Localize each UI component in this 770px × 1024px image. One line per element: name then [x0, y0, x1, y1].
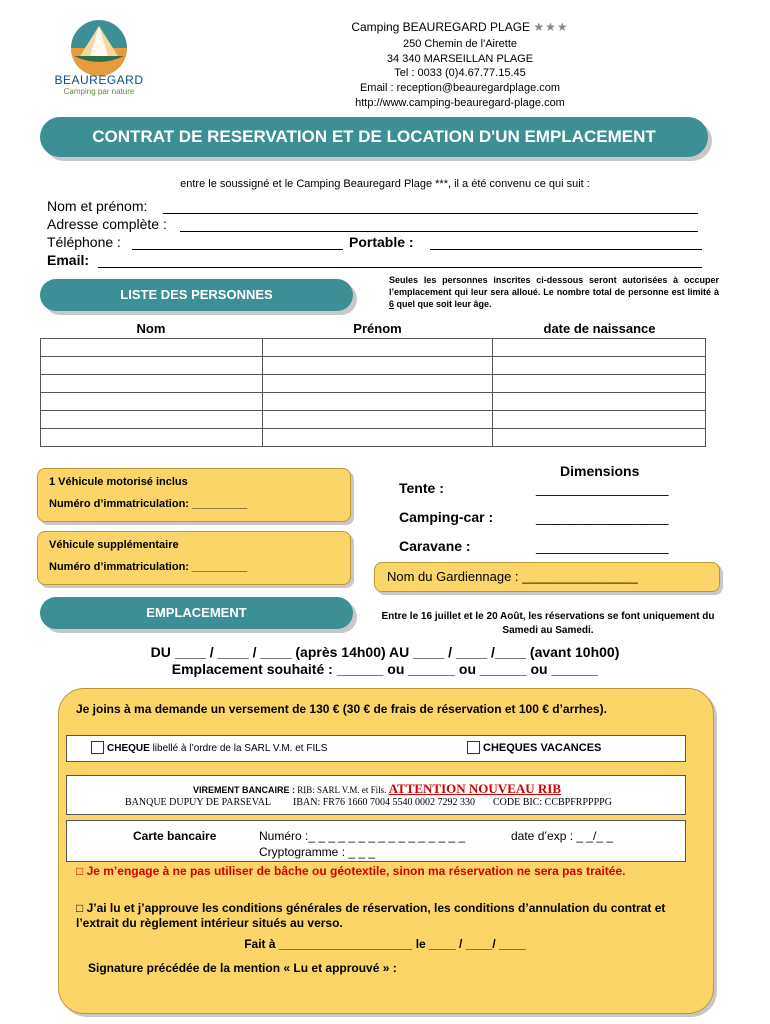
- address-field-label: Adresse complète :: [47, 216, 167, 232]
- column-nom: Nom: [136, 321, 166, 336]
- camping-name-line: [300, 20, 620, 35]
- carte-box: [66, 820, 686, 862]
- star-rating: ★★★: [533, 20, 569, 34]
- person-row: [41, 411, 706, 429]
- column-date-naissance: date de naissance: [543, 321, 656, 336]
- vehicle-included-box: [37, 468, 351, 522]
- bank-name: BANQUE DUPUY DE PARSEVAL: [125, 797, 272, 808]
- address-line-2: 34 340 MARSEILLAN PLAGE: [386, 53, 534, 65]
- camping-name: Camping BEAUREGARD PLAGE: [351, 20, 531, 34]
- intro-text: entre le soussigné et le Camping Beauregard Plage ***, il a été convenu ce qui suit :: [180, 178, 590, 190]
- person-prenom-cell[interactable]: [262, 429, 493, 447]
- attention-new-rib: ATTENTION NOUVEAU RIB: [388, 781, 562, 796]
- telephone-field-label: Téléphone :: [47, 234, 121, 250]
- vehicle-included-plate[interactable]: Numéro d’immatriculation: _________: [49, 498, 248, 510]
- cheques-vacances-checkbox[interactable]: [467, 741, 480, 754]
- conditions-approval[interactable]: □ J’ai lu et j’approuve les conditions générales de réservation, les conditions d’annulation du contrat et l’extrait du règlement intérieur situés au verso.: [76, 901, 666, 930]
- iban: IBAN: FR76 1660 7004 5540 0002 7292 330: [293, 797, 475, 808]
- website: http://www.camping-beauregard-plage.com: [355, 97, 565, 109]
- email-field-line[interactable]: [98, 267, 702, 268]
- cheque-option[interactable]: CHEQUE libellé à l’ordre de la SARL V.M. et FILS: [91, 741, 327, 754]
- caravan-label: Caravane :: [399, 538, 471, 554]
- logo-brand: BEAUREGARD: [54, 73, 144, 87]
- person-date-cell[interactable]: [493, 429, 706, 447]
- gardiennage-field[interactable]: Nom du Gardiennage : ________________: [374, 562, 720, 592]
- address-field-line[interactable]: [180, 231, 698, 232]
- column-prenom: Prénom: [353, 321, 402, 336]
- person-prenom-cell[interactable]: [262, 411, 493, 429]
- person-row: [41, 357, 706, 375]
- card-cvv-field[interactable]: Cryptogramme : _ _ _: [259, 845, 376, 859]
- emplacement-section-title: EMPLACEMENT: [40, 597, 353, 629]
- person-date-cell[interactable]: [493, 411, 706, 429]
- vehicle-extra-box: [37, 531, 351, 585]
- person-row: [41, 393, 706, 411]
- no-tarp-pledge[interactable]: □ Je m’engage à ne pas utiliser de bâche ou géotextile, sinon ma réservation ne sera pas traitée.: [76, 864, 626, 878]
- virement-line: VIREMENT BANCAIRE : RIB: SARL V.M. et Fils. ATTENTION NOUVEAU RIB: [192, 781, 562, 796]
- bic: CODE BIC: CCBPFRPPPPG: [493, 797, 612, 808]
- person-nom-cell[interactable]: [41, 339, 263, 357]
- person-prenom-cell[interactable]: [262, 375, 493, 393]
- email-field-label: Email:: [47, 252, 90, 268]
- signature-label: Signature précédée de la mention « Lu et approuvé » :: [88, 961, 397, 975]
- person-nom-cell[interactable]: [41, 429, 263, 447]
- camping-car-dimension-field[interactable]: _________________: [536, 509, 669, 525]
- stay-dates[interactable]: DU ____ / ____ / ____ (après 14h00) AU ____ / ____ /____ (avant 10h00): [150, 644, 620, 660]
- card-number-field[interactable]: Numéro :_ _ _ _ _ _ _ _ _ _ _ _ _ _ _ _: [259, 829, 466, 843]
- person-prenom-cell[interactable]: [262, 339, 493, 357]
- cheque-checkbox[interactable]: [91, 741, 104, 754]
- telephone: Tel : 0033 (0)4.67.77.15.45: [394, 67, 526, 79]
- mobile-field-line[interactable]: [430, 249, 702, 250]
- vehicle-included-title: 1 Véhicule motorisé inclus: [49, 476, 188, 488]
- card-expiry-field[interactable]: date d’exp : _ _/_ _: [511, 829, 614, 843]
- cheque-options-box: [66, 735, 686, 762]
- person-date-cell[interactable]: [493, 339, 706, 357]
- payment-title: Je joins à ma demande un versement de 130 € (30 € de frais de réservation et 100 € d’arrhes).: [76, 702, 607, 716]
- contract-title-banner: CONTRAT DE RESERVATION ET DE LOCATION D'UN EMPLACEMENT: [40, 117, 708, 157]
- person-nom-cell[interactable]: [41, 393, 263, 411]
- camping-car-label: Camping-car :: [399, 509, 494, 525]
- virement-box: [66, 775, 686, 815]
- person-nom-cell[interactable]: [41, 357, 263, 375]
- tent-dimension-field[interactable]: _________________: [536, 480, 669, 496]
- person-row: [41, 339, 706, 357]
- mobile-field-label: Portable :: [349, 234, 414, 250]
- persons-note: Seules les personnes inscrites ci-dessous seront autorisées à occuper l’emplacement qui leur sera alloué. Le nombre total de personne est limité à 6 quel que soit leur âge.: [389, 275, 719, 309]
- cheques-vacances-option[interactable]: CHEQUES VACANCES: [467, 741, 601, 754]
- persons-section-title: LISTE DES PERSONNES: [40, 279, 353, 311]
- person-date-cell[interactable]: [493, 393, 706, 411]
- vehicle-extra-plate[interactable]: Numéro d’immatriculation: _________: [49, 561, 248, 573]
- name-field-label: Nom et prénom:: [47, 198, 148, 214]
- email: Email : reception@beauregardplage.com: [359, 82, 561, 94]
- carte-label: Carte bancaire: [133, 829, 217, 843]
- caravan-dimension-field[interactable]: _________________: [536, 538, 669, 554]
- person-date-cell[interactable]: [493, 357, 706, 375]
- logo-tagline: Camping par nature: [63, 87, 135, 96]
- person-nom-cell[interactable]: [41, 375, 263, 393]
- emplacement-note: Entre le 16 juillet et le 20 Août, les réservations se font uniquement du Samedi au Samedi.: [381, 611, 715, 636]
- name-field-line[interactable]: [163, 213, 698, 214]
- place-and-date[interactable]: Fait à ____________________ le ____ / ____/ ____: [244, 937, 526, 951]
- person-nom-cell[interactable]: [41, 411, 263, 429]
- vehicle-extra-title: Véhicule supplémentaire: [49, 539, 179, 551]
- persons-table: [40, 338, 706, 447]
- person-prenom-cell[interactable]: [262, 393, 493, 411]
- address-line-1: 250 Chemin de l'Airette: [403, 38, 517, 50]
- dimensions-title: Dimensions: [560, 463, 640, 479]
- persons-limit: 6: [389, 299, 395, 309]
- person-row: [41, 429, 706, 447]
- tent-label: Tente :: [399, 480, 444, 496]
- person-row: [41, 375, 706, 393]
- person-prenom-cell[interactable]: [262, 357, 493, 375]
- person-date-cell[interactable]: [493, 375, 706, 393]
- desired-pitch[interactable]: Emplacement souhaité : ______ ou ______ ou ______ ou ______: [171, 661, 599, 677]
- telephone-field-line[interactable]: [132, 249, 343, 250]
